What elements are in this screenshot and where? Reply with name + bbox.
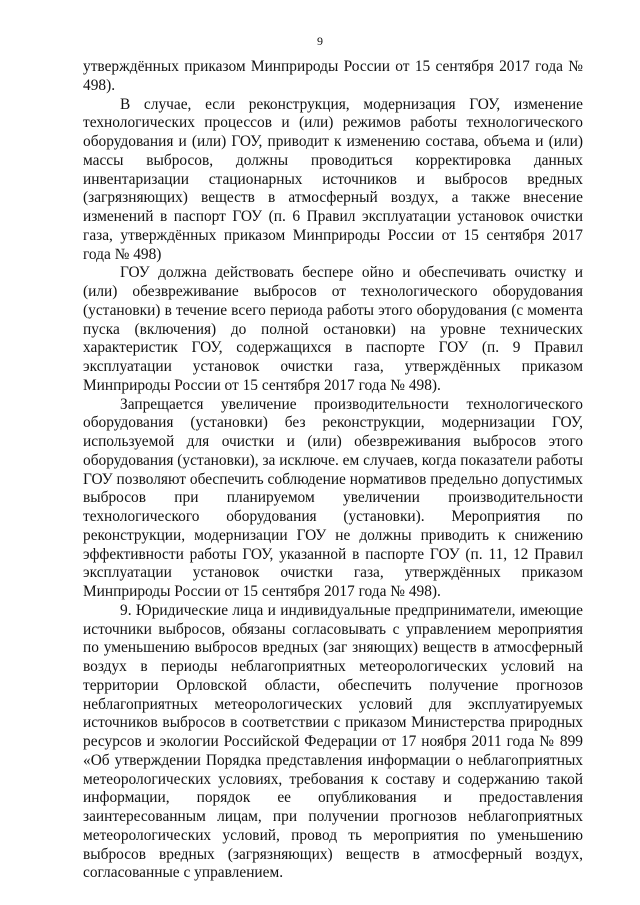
paragraph-reconstruction: В случае, если реконструкция, модернизация ГОУ, изменение технологических процессов и (или) режимов работы технологического оборудования и (или) ГОУ, приводит к изменению состава, объема и (или) массы выбросов, должны проводиться корректировка данных инвентаризации стационарных источников и выбросов вредных (загрязняющих) веществ в атмосферный воздух, а также внесение изменений в паспорт ГОУ (п. 6 Правил эксплуатации установок очистки газа, утверждённых приказом Минприроды России от 15 сентября 2017 года № 498) — [83, 95, 583, 263]
paragraph-item-9: 9. Юридические лица и индивидуальные предприниматели, имеющие источники выбросов, обязаны согласовывать с управлением мероприятия по уменьшению выбросов вредных (заг зняющих) веществ в атмосферный воздух в периоды неблагоприятных метеорологических условий на территории Орловской области, обеспечить получение прогнозов неблагоприятных метеорологических условий для эксплуатируемых источников выбросов в соответствии с приказом Министерства природных ресурсов и экологии Российской Федерации от 17 ноября 2011 года № 899 «Об утверждении Порядка представления информации о неблагоприятных метеорологических условиях, требования к составу и содержанию такой информации, порядок ее опубликования и предоставления заинтересованным лицам, при получении прогнозов неблагоприятных метеорологических условий, провод ть мероприятия по уменьшению выбросов вредных (загрязняющих) веществ в атмосферный воздух, согласованные с управлением. — [83, 601, 583, 882]
document-body — [83, 58, 583, 883]
page-number: 9 — [317, 34, 323, 48]
paragraph-continuation: утверждённых приказом Минприроды России от 15 сентября 2017 года № 498). — [83, 58, 583, 94]
paragraph-continuous-operation: ГОУ должна действовать беспере ойно и обеспечивать очистку и (или) обезвреживание выбросов от технологического оборудования (установки) в течение всего периода работы этого оборудования (с момента пуска (включения) до полной остановки) на уровне технических характеристик ГОУ, содержащихся в паспорте ГОУ (п. 9 Правил эксплуатации установок очистки газа, утверждённых приказом Минприроды России от 15 сентября 2017 года № 498). — [83, 264, 583, 394]
paragraph-capacity-prohibition: Запрещается увеличение производительности технологического оборудования (установки) без реконструкции, модернизации ГОУ, используемой для очистки и (или) обезвреживания выбросов этого оборудования (установки), за исключе. ем случаев, когда показатели работы ГОУ позволяют обеспечить соблюдение нормативов предельно допустимых выбросов при планируемом увеличении производительности технологического оборудования (установки). Мероприятия по реконструкции, модернизации ГОУ не должны приводить к снижению эффективности работы ГОУ, указанной в паспорте ГОУ (п. 11, 12 Правил эксплуатации установок очистки газа, утверждённых приказом Минприроды России от 15 сентября 2017 года № 498). — [83, 395, 583, 600]
